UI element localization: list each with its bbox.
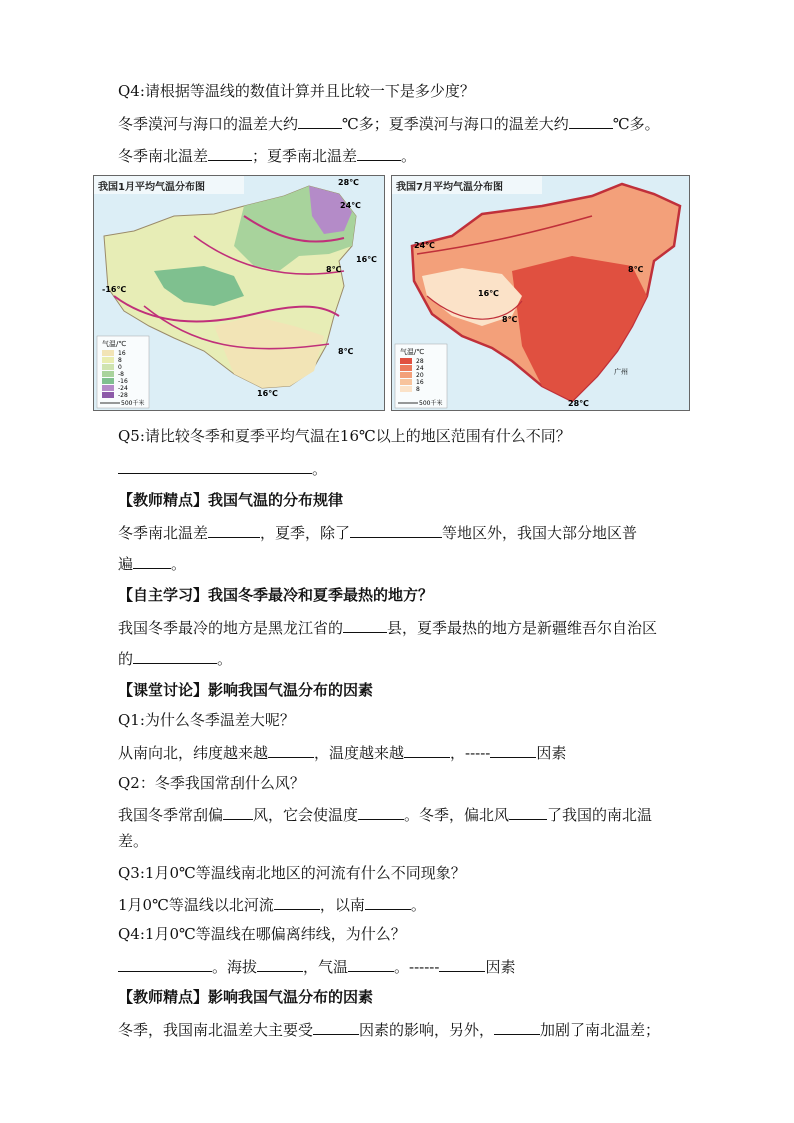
january-temperature-map — [93, 175, 385, 411]
text: 冬季漠河与海口的温差大约 — [118, 115, 299, 133]
january-map-svg — [94, 176, 385, 411]
q5-title: Q5:请比较冬季和夏季平均气温在16℃以上的地区范围有什么不同？ — [118, 427, 571, 445]
july-map-svg — [392, 176, 690, 411]
july-temperature-map — [391, 175, 690, 411]
map1-iso-label: 28℃ — [338, 178, 359, 187]
q4-line2 — [118, 144, 416, 167]
text: 因素的影响，另外， — [359, 1021, 495, 1039]
blank[interactable] — [350, 521, 442, 538]
discussion-q1-answer — [118, 741, 566, 764]
text: 风，它会使温度 — [253, 806, 359, 824]
legend-label: -16 — [118, 378, 128, 385]
discussion-q2-wrap: 差。 — [118, 832, 149, 850]
map2-iso-label: 16℃ — [478, 289, 499, 298]
map1-iso-label: 16℃ — [257, 389, 278, 398]
discussion-q3: Q3:1月0℃等温线南北地区的河流有什么不同现象？ — [118, 864, 466, 882]
map1-iso-label: 8℃ — [338, 347, 354, 356]
legend-label: -28 — [118, 392, 128, 399]
discussion-q4-answer — [118, 955, 515, 978]
legend-label: 28 — [416, 358, 424, 365]
map2-iso-label: 8℃ — [502, 315, 518, 324]
text: ，----- — [450, 744, 491, 762]
map1-iso-label: 24℃ — [340, 201, 361, 210]
blank[interactable] — [365, 893, 411, 910]
map2-iso-label: 28℃ — [568, 399, 589, 408]
discussion-q4: Q4:1月0℃等温线在哪偏离纬线，为什么？ — [118, 925, 406, 943]
text: ℃多。 — [612, 115, 660, 133]
text: 。海拔 — [212, 958, 258, 976]
text: 遍 — [118, 555, 134, 573]
map1-iso-label: 16℃ — [356, 255, 377, 264]
blank[interactable] — [494, 1018, 540, 1035]
map1-iso-label: 8℃ — [326, 265, 342, 274]
text: 。 — [171, 555, 187, 573]
teacher-note-line2 — [118, 552, 186, 575]
text: 我国冬季常刮偏 — [118, 806, 224, 824]
text: 因素 — [485, 958, 516, 976]
blank[interactable] — [569, 112, 613, 129]
text: 的 — [118, 650, 134, 668]
text: ；夏季南北温差 — [252, 147, 358, 165]
q5-answer — [118, 457, 327, 480]
blank[interactable] — [118, 457, 312, 474]
legend-label: -24 — [118, 385, 128, 392]
blank[interactable] — [439, 955, 485, 972]
discussion-title: 【课堂讨论】影响我国气温分布的因素 — [118, 681, 374, 699]
self-study-line2 — [118, 647, 232, 670]
text: 等地区外，我国大部分地区普 — [442, 524, 638, 542]
legend-label: 0 — [118, 364, 122, 371]
legend-swatch — [400, 365, 412, 371]
legend-swatch — [400, 386, 412, 392]
blank[interactable] — [208, 521, 260, 538]
legend-swatch — [102, 357, 114, 363]
blank[interactable] — [223, 803, 253, 820]
blank[interactable] — [118, 955, 212, 972]
teacher-note-2-title: 【教师精点】影响我国气温分布的因素 — [118, 988, 374, 1006]
legend-swatch — [102, 350, 114, 356]
discussion-q2: Q2：冬季我国常刮什么风？ — [118, 774, 305, 792]
legend-swatch — [102, 378, 114, 384]
q4-title: Q4:请根据等温线的数值计算并且比较一下是多少度？ — [118, 82, 475, 100]
text: ℃多；夏季漠河与海口的温差大约 — [342, 115, 569, 133]
legend-swatch — [400, 372, 412, 378]
text: 。 — [217, 650, 233, 668]
discussion-q2-answer — [118, 803, 652, 826]
text: 加剧了南北温差； — [540, 1021, 661, 1039]
self-study-title: 【自主学习】我国冬季最冷和夏季最热的地方？ — [118, 586, 434, 604]
legend-label: 20 — [416, 372, 424, 379]
text: 。 — [410, 896, 426, 914]
map2-title: 我国7月平均气温分布图 — [396, 182, 503, 193]
map1-title: 我国1月平均气温分布图 — [98, 182, 205, 193]
blank[interactable] — [268, 741, 314, 758]
teacher-note-line1 — [118, 521, 637, 544]
blank[interactable] — [343, 616, 387, 633]
map2-iso-label: 8℃ — [628, 265, 644, 274]
text: 冬季，我国南北温差大主要受 — [118, 1021, 314, 1039]
map2-iso-label: 24℃ — [414, 241, 435, 250]
text: 了我国的南北温 — [547, 806, 653, 824]
blank[interactable] — [509, 803, 547, 820]
temperature-maps — [93, 175, 690, 411]
text: 从南向北，纬度越来越 — [118, 744, 269, 762]
legend-swatch — [400, 358, 412, 364]
blank[interactable] — [133, 552, 171, 569]
text: ，温度越来越 — [314, 744, 405, 762]
legend-swatch — [102, 364, 114, 370]
blank[interactable] — [208, 144, 252, 161]
map2-legend-title: 气温/℃ — [400, 348, 425, 356]
blank[interactable] — [490, 741, 536, 758]
legend-label: 16 — [416, 379, 424, 386]
q4-line1 — [118, 112, 660, 135]
map1-legend-title: 气温/℃ — [102, 340, 127, 348]
text: ，以南 — [319, 896, 365, 914]
text: 。 — [401, 147, 417, 165]
teacher-note-title: 【教师精点】我国气温的分布规律 — [118, 491, 344, 509]
map2-scale: 500千米 — [419, 400, 443, 407]
legend-label: 16 — [118, 350, 126, 357]
legend-label: 24 — [416, 365, 424, 372]
text: 。冬季，偏北风 — [404, 806, 510, 824]
teacher-note-2-line — [118, 1018, 660, 1041]
text: 。 — [312, 460, 328, 478]
text: 1月0℃等温线以北河流 — [118, 896, 274, 914]
text: 冬季南北温差 — [118, 147, 209, 165]
text: ，气温 — [303, 958, 349, 976]
legend-label: 8 — [118, 357, 122, 364]
text: 我国冬季最冷的地方是黑龙江省的 — [118, 619, 344, 637]
legend-swatch — [102, 385, 114, 391]
legend-swatch — [102, 371, 114, 377]
blank[interactable] — [348, 955, 394, 972]
text: 因素 — [536, 744, 567, 762]
discussion-q3-answer — [118, 893, 426, 916]
map1-scale: 500千米 — [121, 400, 145, 407]
blank[interactable] — [313, 1018, 359, 1035]
map2-city: 广州 — [614, 368, 628, 376]
discussion-q1: Q1:为什么冬季温差大呢？ — [118, 711, 295, 729]
legend-swatch — [400, 379, 412, 385]
blank[interactable] — [357, 144, 401, 161]
blank[interactable] — [133, 647, 217, 664]
blank[interactable] — [257, 955, 303, 972]
legend-swatch — [102, 392, 114, 398]
blank[interactable] — [298, 112, 342, 129]
text: 冬季南北温差 — [118, 524, 209, 542]
map1-iso-label: -16℃ — [102, 285, 127, 294]
legend-label: -8 — [118, 371, 124, 378]
blank[interactable] — [404, 741, 450, 758]
legend-label: 8 — [416, 386, 420, 393]
self-study-line1 — [118, 616, 657, 639]
blank[interactable] — [358, 803, 404, 820]
text: ，夏季，除了 — [260, 524, 351, 542]
text: 。------ — [394, 958, 440, 976]
text: 县，夏季最热的地方是新疆维吾尔自治区 — [387, 619, 658, 637]
blank[interactable] — [274, 893, 320, 910]
